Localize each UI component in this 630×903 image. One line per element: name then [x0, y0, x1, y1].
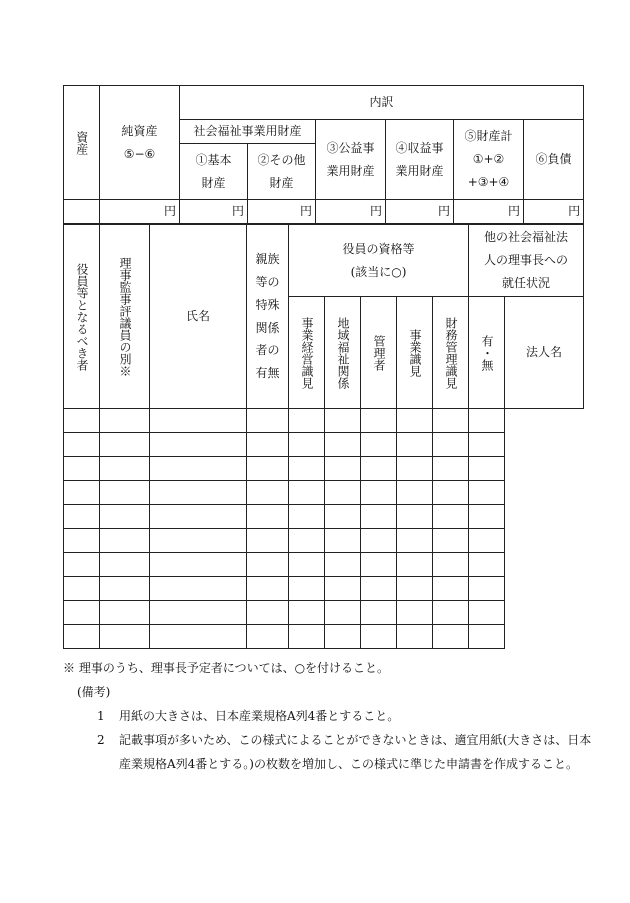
- officer-cell[interactable]: [469, 625, 505, 649]
- remark-number: 1: [97, 709, 105, 723]
- officer-cell[interactable]: [433, 409, 469, 433]
- yen-cell: 円: [524, 200, 584, 224]
- officer-cell[interactable]: [150, 481, 247, 505]
- yen-cell: 円: [180, 200, 248, 224]
- officer-cell[interactable]: [150, 409, 247, 433]
- officer-cell[interactable]: [289, 457, 325, 481]
- officer-cell[interactable]: [397, 553, 433, 577]
- officer-cell[interactable]: [361, 457, 397, 481]
- officer-cell[interactable]: [433, 553, 469, 577]
- officer-cell[interactable]: [64, 625, 100, 649]
- officer-cell[interactable]: [150, 553, 247, 577]
- liabilities-header: ⑥負債: [524, 120, 584, 200]
- officer-row: [64, 457, 584, 481]
- officer-cell[interactable]: [469, 481, 505, 505]
- officer-cell[interactable]: [64, 601, 100, 625]
- officer-cell[interactable]: [361, 433, 397, 457]
- breakdown-header: 内訳: [180, 86, 584, 120]
- total-asset-header: ⑤財産計 ①+② +③+④: [454, 120, 524, 200]
- officer-cell[interactable]: [469, 601, 505, 625]
- officer-cell[interactable]: [433, 505, 469, 529]
- officer-cell[interactable]: [397, 601, 433, 625]
- officer-cell[interactable]: [433, 529, 469, 553]
- officer-cell[interactable]: [100, 505, 150, 529]
- qual-col-header: 事業識見: [397, 297, 433, 409]
- qualification-header: 役員の資格等 (該当に○): [289, 225, 469, 297]
- officer-cell[interactable]: [150, 433, 247, 457]
- officer-cell[interactable]: [100, 577, 150, 601]
- officer-row: [64, 553, 584, 577]
- basic-asset-header: ①基本 財産: [180, 144, 248, 200]
- officer-cell[interactable]: [469, 577, 505, 601]
- officer-cell[interactable]: [289, 433, 325, 457]
- social-welfare-header: 社会福祉事業用財産: [180, 120, 316, 144]
- officer-cell[interactable]: [433, 577, 469, 601]
- officer-cell[interactable]: [64, 553, 100, 577]
- officer-cell[interactable]: [289, 505, 325, 529]
- officer-cell[interactable]: [361, 505, 397, 529]
- officer-cell[interactable]: [64, 409, 100, 433]
- officer-cell[interactable]: [361, 409, 397, 433]
- officer-cell[interactable]: [397, 529, 433, 553]
- officer-cell[interactable]: [64, 577, 100, 601]
- officer-cell[interactable]: [100, 481, 150, 505]
- assets-row-label: 資産: [64, 86, 100, 200]
- yen-cell: 円: [100, 200, 180, 224]
- yes-no-header: 有・無: [469, 297, 505, 409]
- name-header: 氏名: [150, 225, 247, 409]
- officer-cell[interactable]: [247, 553, 289, 577]
- officer-cell[interactable]: [397, 433, 433, 457]
- officer-cell[interactable]: [289, 481, 325, 505]
- officer-cell[interactable]: [100, 433, 150, 457]
- qual-col-header: 財務管理識見: [433, 297, 469, 409]
- officer-cell[interactable]: [433, 601, 469, 625]
- officer-cell[interactable]: [397, 409, 433, 433]
- officer-cell[interactable]: [325, 433, 361, 457]
- officer-cell[interactable]: [325, 505, 361, 529]
- officers-table: [63, 224, 584, 649]
- officer-cell[interactable]: [247, 601, 289, 625]
- officer-cell[interactable]: [433, 457, 469, 481]
- officer-cell[interactable]: [325, 457, 361, 481]
- yen-cell: 円: [316, 200, 386, 224]
- officer-cell[interactable]: [64, 433, 100, 457]
- officer-cell[interactable]: [100, 529, 150, 553]
- officer-cell[interactable]: [361, 553, 397, 577]
- officer-cell[interactable]: [325, 625, 361, 649]
- officer-cell[interactable]: [64, 529, 100, 553]
- officer-cell[interactable]: [469, 505, 505, 529]
- other-corp-header: 他の社会福祉法 人の理事長への 就任状況: [469, 225, 584, 297]
- officer-cell[interactable]: [100, 625, 150, 649]
- officer-cell[interactable]: [247, 409, 289, 433]
- officer-cell[interactable]: [289, 529, 325, 553]
- officer-cell[interactable]: [361, 625, 397, 649]
- officer-cell[interactable]: [100, 409, 150, 433]
- officer-cell[interactable]: [150, 505, 247, 529]
- officer-cell[interactable]: [469, 529, 505, 553]
- officer-cell[interactable]: [64, 505, 100, 529]
- public-asset-header: ③公益事 業用財産: [316, 120, 386, 200]
- other-asset-header: ②その他 財産: [248, 144, 316, 200]
- officer-cell[interactable]: [361, 601, 397, 625]
- officer-cell[interactable]: [325, 481, 361, 505]
- officer-cell[interactable]: [325, 601, 361, 625]
- officer-row: [64, 601, 584, 625]
- officer-cell[interactable]: [100, 553, 150, 577]
- officer-row: [64, 433, 584, 457]
- corp-name-header: 法人名: [505, 297, 584, 409]
- officer-cell[interactable]: [247, 481, 289, 505]
- officer-cell[interactable]: [397, 457, 433, 481]
- officer-cell[interactable]: [247, 457, 289, 481]
- officer-cell[interactable]: [150, 625, 247, 649]
- yen-cell: 円: [248, 200, 316, 224]
- officer-cell[interactable]: [469, 457, 505, 481]
- notes: [63, 656, 593, 776]
- officer-cell[interactable]: [397, 577, 433, 601]
- yen-cell: 円: [454, 200, 524, 224]
- officer-cell[interactable]: [150, 457, 247, 481]
- officer-cell[interactable]: [247, 433, 289, 457]
- qual-col-header: 地域福祉関係: [325, 297, 361, 409]
- officer-cell[interactable]: [247, 577, 289, 601]
- remark-text: 記載事項が多いため、この様式によることができないときは、適宜用紙(大きさは、日本産業規格A列4番とする。)の枚数を増加し、この様式に準じた申請書を作成すること。: [119, 733, 592, 771]
- remark-item: [63, 704, 593, 728]
- officer-cell[interactable]: [247, 529, 289, 553]
- yen-row-blank: [64, 200, 100, 224]
- officer-row: [64, 505, 584, 529]
- officers-side-label: 役員等となるべき者: [64, 225, 100, 409]
- officer-cell[interactable]: [289, 601, 325, 625]
- officer-row: [64, 577, 584, 601]
- remarks-label: (備考): [77, 685, 111, 699]
- officer-cell[interactable]: [150, 529, 247, 553]
- officer-row: [64, 529, 584, 553]
- remark-item: [63, 728, 593, 776]
- net-assets-header: 純資産 ⑤−⑥: [100, 86, 180, 200]
- officer-cell[interactable]: [397, 505, 433, 529]
- officer-cell[interactable]: [433, 625, 469, 649]
- officer-cell[interactable]: [289, 625, 325, 649]
- officer-row: [64, 409, 584, 433]
- role-type-header: 理事監事評議員の別※: [100, 225, 150, 409]
- profit-asset-header: ④収益事 業用財産: [386, 120, 454, 200]
- officer-row: [64, 481, 584, 505]
- officer-cell[interactable]: [289, 553, 325, 577]
- officer-cell[interactable]: [361, 481, 397, 505]
- officer-cell[interactable]: [397, 625, 433, 649]
- assets-table: [63, 85, 584, 224]
- officer-cell[interactable]: [361, 577, 397, 601]
- officer-cell[interactable]: [247, 625, 289, 649]
- officer-cell[interactable]: [150, 601, 247, 625]
- officer-cell[interactable]: [100, 457, 150, 481]
- officer-cell[interactable]: [289, 409, 325, 433]
- officer-row: [64, 625, 584, 649]
- remark-number: 2: [97, 733, 105, 747]
- officer-cell[interactable]: [247, 505, 289, 529]
- officer-cell[interactable]: [100, 601, 150, 625]
- officer-cell[interactable]: [325, 409, 361, 433]
- yen-cell: 円: [386, 200, 454, 224]
- officer-cell[interactable]: [325, 529, 361, 553]
- officer-cell[interactable]: [64, 457, 100, 481]
- officer-cell[interactable]: [433, 433, 469, 457]
- officer-cell[interactable]: [397, 481, 433, 505]
- officer-cell[interactable]: [325, 553, 361, 577]
- qual-col-header: 管理者: [361, 297, 397, 409]
- officer-cell[interactable]: [469, 553, 505, 577]
- officer-cell[interactable]: [361, 529, 397, 553]
- officer-cell[interactable]: [64, 481, 100, 505]
- officer-cell[interactable]: [325, 577, 361, 601]
- asterisk-note: ※ 理事のうち、理事長予定者については、○を付けること。: [63, 661, 390, 675]
- officer-cell[interactable]: [469, 409, 505, 433]
- relation-header: 親族 等の 特殊 関係 者の 有無: [247, 225, 289, 409]
- remark-text: 用紙の大きさは、日本産業規格A列4番とすること。: [119, 709, 400, 723]
- officer-cell[interactable]: [433, 481, 469, 505]
- qual-col-header: 事業経営識見: [289, 297, 325, 409]
- officer-cell[interactable]: [289, 577, 325, 601]
- officer-cell[interactable]: [150, 577, 247, 601]
- officer-cell[interactable]: [469, 433, 505, 457]
